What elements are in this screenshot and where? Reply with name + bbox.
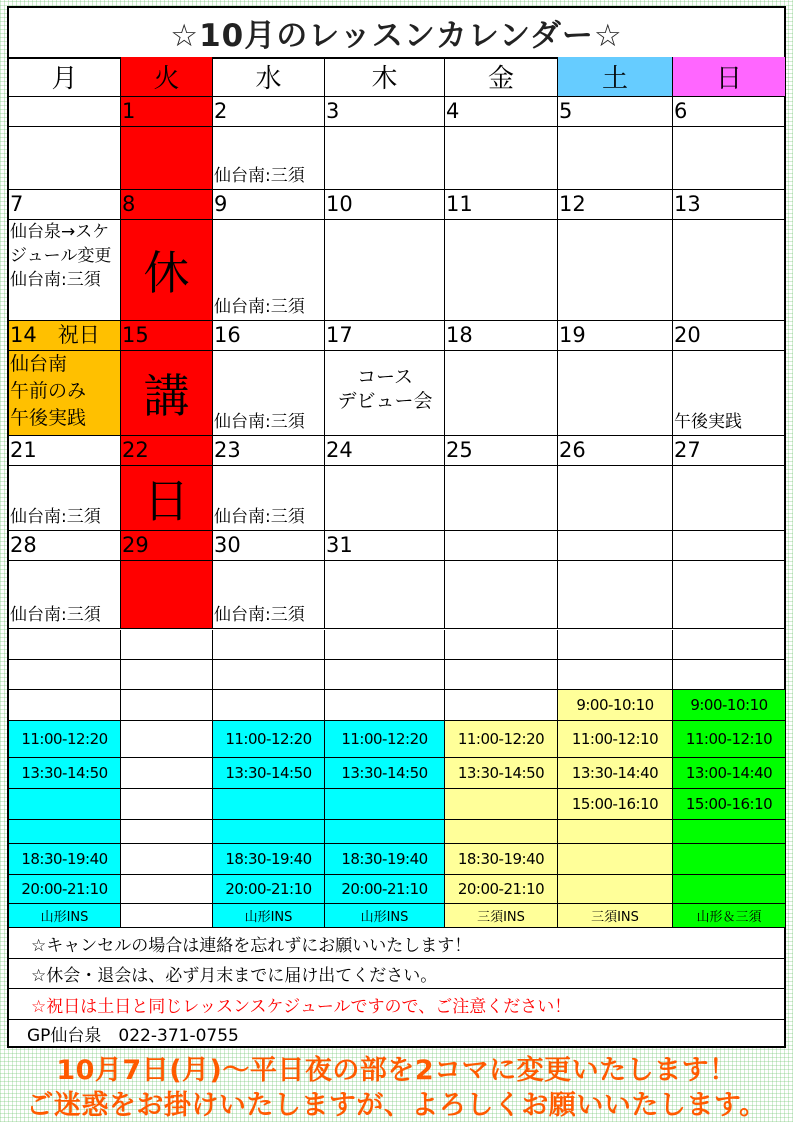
day-number [9,97,121,127]
day-note-multiline: 仙台南 午前のみ 午後実践 [10,353,87,429]
day-cell [558,466,673,531]
day-cell [121,127,213,190]
day-cell [325,466,445,531]
venue-label: 三須INS [558,904,673,928]
day-cell [9,220,121,321]
time-slot [121,844,213,875]
day-number: 10 [325,190,445,220]
time-slot: 13:30-14:40 [558,758,673,789]
day-cell [673,351,786,436]
day-number: 16 [213,321,325,351]
notice-line: ☆キャンセルの場合は連絡を忘れずにお願いいたします！ [9,928,784,959]
day-cell [445,561,558,629]
day-number: 30 [213,531,325,561]
time-slot [673,820,786,844]
day-cell [325,220,445,321]
day-cell [558,561,673,629]
spacer-cell [673,660,786,690]
spacer-cell [673,630,786,660]
day-cell [558,220,673,321]
day-number: 24 [325,436,445,466]
spacer-cell [325,630,445,660]
day-note: 仙台南:三須 [214,297,305,317]
day-note: 仙台南:三須 [214,605,305,625]
venue-label: 三須INS [445,904,558,928]
day-number [673,531,786,561]
spacer-cell [213,660,325,690]
weekday-header-4: 木 [325,57,445,97]
venue-label: 山形INS [9,904,121,928]
spacer-cell [325,660,445,690]
closed-day-label: 講 [121,351,213,436]
day-number: 5 [558,97,673,127]
time-slot [213,690,325,721]
day-number: 4 [445,97,558,127]
day-note: 仙台南:三須 [214,166,305,186]
day-number: 31 [325,531,445,561]
time-slot: 13:30-14:50 [325,758,445,789]
day-number: 14 祝日 [9,321,121,351]
weekday-header-1: 月 [9,57,121,97]
day-cell [673,127,786,190]
day-cell [445,351,558,436]
day-cell [445,466,558,531]
time-slot [9,789,121,820]
day-note-multiline: 仙台泉→スケジュール変更 仙台南:三須 [10,222,112,290]
venue-label [121,904,213,928]
time-slot: 13:30-14:50 [445,758,558,789]
spacer-cell [121,630,213,660]
day-cell [213,561,325,629]
time-slot [445,690,558,721]
spacer-cell [9,660,121,690]
closed-day-label: 日 [121,466,213,531]
time-slot [121,690,213,721]
day-cell [9,561,121,629]
day-cell [213,466,325,531]
day-number [558,531,673,561]
weekday-header-7: 日 [673,57,786,97]
day-cell [325,127,445,190]
day-cell [445,127,558,190]
time-slot: 15:00-16:10 [673,789,786,820]
weekday-header-2: 火 [121,57,213,97]
day-cell [9,127,121,190]
time-slot [9,690,121,721]
day-number: 22 [121,436,213,466]
time-slot: 11:00-12:20 [325,721,445,758]
day-number: 8 [121,190,213,220]
day-number: 7 [9,190,121,220]
day-number: 28 [9,531,121,561]
time-slot: 18:30-19:40 [325,844,445,875]
time-slot: 18:30-19:40 [9,844,121,875]
time-slot: 9:00-10:10 [558,690,673,721]
day-number: 17 [325,321,445,351]
weekday-header-3: 水 [213,57,325,97]
spacer-cell [558,630,673,660]
time-slot [445,820,558,844]
time-slot [445,789,558,820]
time-slot [325,789,445,820]
day-cell [673,220,786,321]
time-slot: 20:00-21:10 [9,875,121,904]
day-number: 15 [121,321,213,351]
time-slot [9,820,121,844]
day-note: 仙台南:三須 [214,507,305,527]
day-cell [673,561,786,629]
day-number: 20 [673,321,786,351]
time-slot [121,820,213,844]
time-slot [213,789,325,820]
day-cell [9,351,121,436]
day-number: 1 [121,97,213,127]
day-cell [673,466,786,531]
calendar-title: ☆10月のレッスンカレンダー☆ [9,8,784,59]
time-slot: 9:00-10:10 [673,690,786,721]
time-slot: 11:00-12:10 [673,721,786,758]
time-slot: 11:00-12:20 [9,721,121,758]
day-note: 午後実践 [674,412,742,432]
day-number: 13 [673,190,786,220]
time-slot: 20:00-21:10 [325,875,445,904]
day-cell [325,561,445,629]
time-slot [121,789,213,820]
time-slot [558,844,673,875]
time-slot: 11:00-12:20 [213,721,325,758]
time-slot: 11:00-12:20 [445,721,558,758]
time-slot [558,820,673,844]
day-number: 27 [673,436,786,466]
closed-day-label: 休 [121,220,213,321]
day-number: 9 [213,190,325,220]
time-slot [121,875,213,904]
day-cell [9,466,121,531]
time-slot: 13:30-14:50 [9,758,121,789]
day-number: 25 [445,436,558,466]
banner-line-1: 10月7日(月)～平日夜の部を2コマに変更いたします！ [56,1055,737,1086]
spacer-cell [445,660,558,690]
day-number: 11 [445,190,558,220]
time-slot [121,721,213,758]
day-number: 2 [213,97,325,127]
day-number: 21 [9,436,121,466]
banner-line-2: ご迷惑をお掛けいたしますが、よろしくお願いいたします。 [26,1090,767,1121]
notice-line: ☆祝日は土日と同じレッスンスケジュールですので、ご注意ください！ [9,989,784,1020]
time-slot: 11:00-12:10 [558,721,673,758]
day-cell [213,220,325,321]
day-cell [121,561,213,629]
calendar-sheet [7,6,786,1048]
venue-label: 山形INS [325,904,445,928]
day-cell [445,220,558,321]
day-number: 26 [558,436,673,466]
spacer-cell [558,660,673,690]
time-slot [673,844,786,875]
day-note-multiline: コース デビュー会 [337,366,433,412]
spacer-cell [213,630,325,660]
venue-label: 山形＆三須 [673,904,786,928]
time-slot: 13:00-14:40 [673,758,786,789]
day-cell [325,351,445,436]
day-note: 仙台南:三須 [214,412,305,432]
day-number: 6 [673,97,786,127]
time-slot [558,875,673,904]
time-slot: 18:30-19:40 [445,844,558,875]
time-slot [673,875,786,904]
day-number: 19 [558,321,673,351]
notice-line: ☆休会・退会は、必ず月末までに届け出てください。 [9,959,784,989]
day-note: 仙台南:三須 [10,507,101,527]
day-note: 仙台南:三須 [10,605,101,625]
day-number: 18 [445,321,558,351]
time-slot: 20:00-21:10 [445,875,558,904]
day-number [445,531,558,561]
contact-phone: GP仙台泉 022-371-0755 [27,1025,239,1046]
day-cell [213,127,325,190]
day-cell [213,351,325,436]
time-slot: 13:30-14:50 [213,758,325,789]
time-slot: 18:30-19:40 [213,844,325,875]
day-cell [558,127,673,190]
spacer-cell [121,660,213,690]
weekday-header-5: 金 [445,57,558,97]
day-cell [558,351,673,436]
venue-label: 山形INS [213,904,325,928]
spacer-cell [445,630,558,660]
time-slot [121,758,213,789]
time-slot [213,820,325,844]
day-number: 23 [213,436,325,466]
day-number: 3 [325,97,445,127]
spacer-cell [9,630,121,660]
day-number: 12 [558,190,673,220]
time-slot: 20:00-21:10 [213,875,325,904]
time-slot [325,820,445,844]
time-slot [325,690,445,721]
day-number: 29 [121,531,213,561]
time-slot: 15:00-16:10 [558,789,673,820]
weekday-header-6: 土 [558,57,673,97]
